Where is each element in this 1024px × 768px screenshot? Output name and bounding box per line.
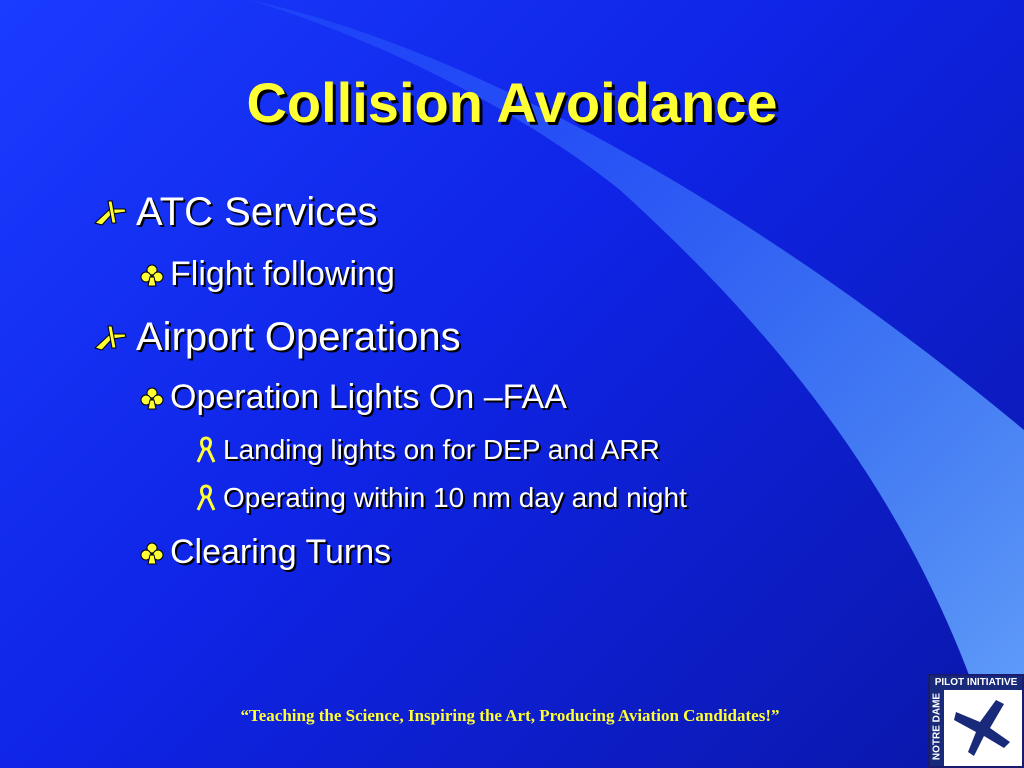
club-icon [140,386,164,410]
club-icon [140,263,164,287]
ribbon-icon [195,436,217,464]
logo-top-text: PILOT INITIATIVE [930,676,1022,690]
logo-side-bar [930,690,944,766]
bullet-text: Operating within 10 nm day and night [223,482,687,513]
bullet-text: Flight following [170,255,395,293]
bullet-item [195,482,687,514]
bullet-text: Clearing Turns [170,533,392,571]
pilot-initiative-logo [928,674,1024,768]
bullet-item [90,190,378,235]
plane-icon [90,318,130,358]
bullet-item [140,255,395,294]
bullet-text: Airport Operations [136,315,461,359]
logo-side-text: NOTRE DAME [931,692,943,761]
bullet-text: Landing lights on for DEP and ARR [223,434,660,465]
plane-icon [90,193,130,233]
bullet-text: Operation Lights On –FAA [170,378,567,416]
slide-title: Collision Avoidance [246,71,778,134]
airplane-logo-icon [946,692,1020,764]
bullet-text: ATC Services [136,190,378,234]
bullet-item [195,434,660,466]
bullet-item [140,533,391,572]
ribbon-icon [195,484,217,512]
slide-footer: “Teaching the Science, Inspiring the Art, Producing Aviation Candidates!” [240,706,780,725]
club-icon [140,541,164,565]
bullet-item [90,315,461,360]
bullet-item [140,378,567,417]
